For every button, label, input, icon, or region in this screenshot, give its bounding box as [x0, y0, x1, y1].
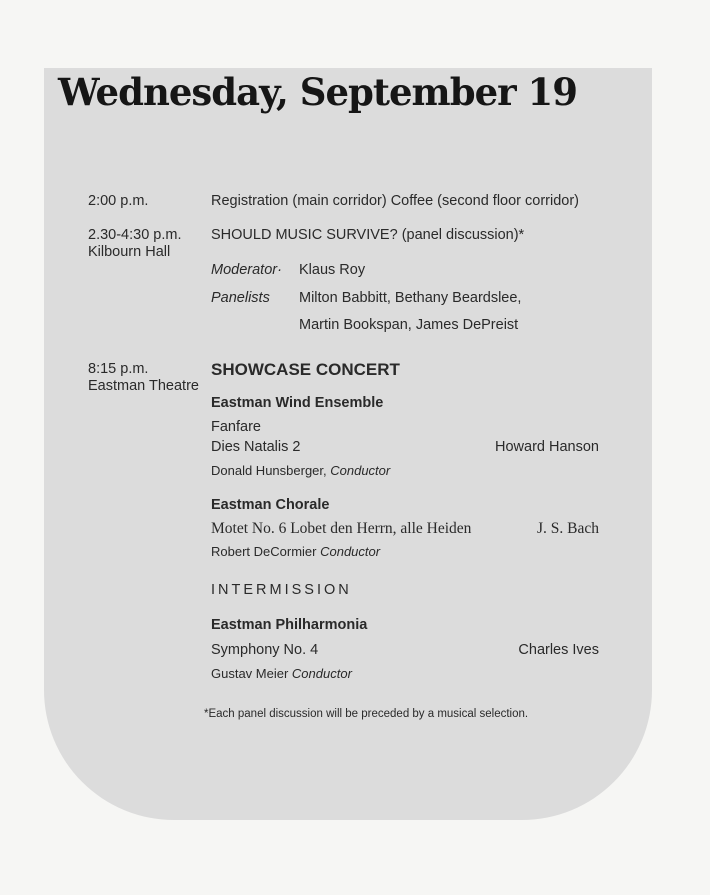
- panel-venue: Kilbourn Hall: [88, 244, 171, 260]
- wind-conductor: [211, 464, 390, 477]
- moderator-label: Moderator·: [211, 262, 282, 278]
- registration-time: 2:00 p.m.: [88, 193, 149, 209]
- wind-conductor-role: Conductor: [330, 463, 391, 478]
- chorale-composer: J. S. Bach: [537, 520, 599, 537]
- chorale-conductor-name: Robert DeCormier: [211, 544, 321, 559]
- chorale-name: Eastman Chorale: [211, 497, 330, 513]
- philharmonia-piece: Symphony No. 4: [211, 642, 319, 658]
- footnote: *Each panel discussion will be preceded by a musical selection.: [204, 708, 529, 720]
- philharmonia-composer: Charles Ives: [518, 642, 599, 658]
- panel-title: SHOULD MUSIC SURVIVE? (panel discussion)*: [211, 227, 525, 243]
- wind-piece-2: Dies Natalis 2: [211, 439, 301, 455]
- panelists-line-1: Milton Babbitt, Bethany Beardslee,: [299, 290, 522, 306]
- wind-ensemble-name: Eastman Wind Ensemble: [211, 395, 384, 411]
- moderator-name: Klaus Roy: [299, 262, 366, 278]
- philharmonia-name: Eastman Philharmonia: [211, 617, 368, 633]
- concert-time: 8:15 p.m.: [88, 361, 149, 377]
- panelists-line-2: Martin Bookspan, James DePreist: [299, 317, 519, 333]
- registration-text: Registration (main corridor) Coffee (second floor corridor): [211, 193, 580, 209]
- philharmonia-conductor: [211, 667, 352, 680]
- concert-title: SHOWCASE CONCERT: [211, 360, 400, 379]
- panelists-label: Panelists: [211, 290, 270, 306]
- philharmonia-conductor-role: Conductor: [291, 666, 352, 681]
- chorale-piece: Motet No. 6 Lobet den Herrn, alle Heiden: [211, 520, 472, 537]
- wind-piece-1: Fanfare: [211, 419, 261, 435]
- intermission: INTERMISSION: [211, 582, 352, 598]
- wind-conductor-name: Donald Hunsberger,: [211, 463, 331, 478]
- page-title: Wednesday, September 19: [58, 70, 577, 114]
- chorale-conductor-role: Conductor: [320, 544, 381, 559]
- concert-venue: Eastman Theatre: [88, 378, 199, 394]
- panel-time: 2.30-4:30 p.m.: [88, 227, 182, 243]
- chorale-conductor: [211, 545, 380, 558]
- philharmonia-conductor-name: Gustav Meier: [211, 666, 292, 681]
- wind-composer: Howard Hanson: [495, 439, 599, 455]
